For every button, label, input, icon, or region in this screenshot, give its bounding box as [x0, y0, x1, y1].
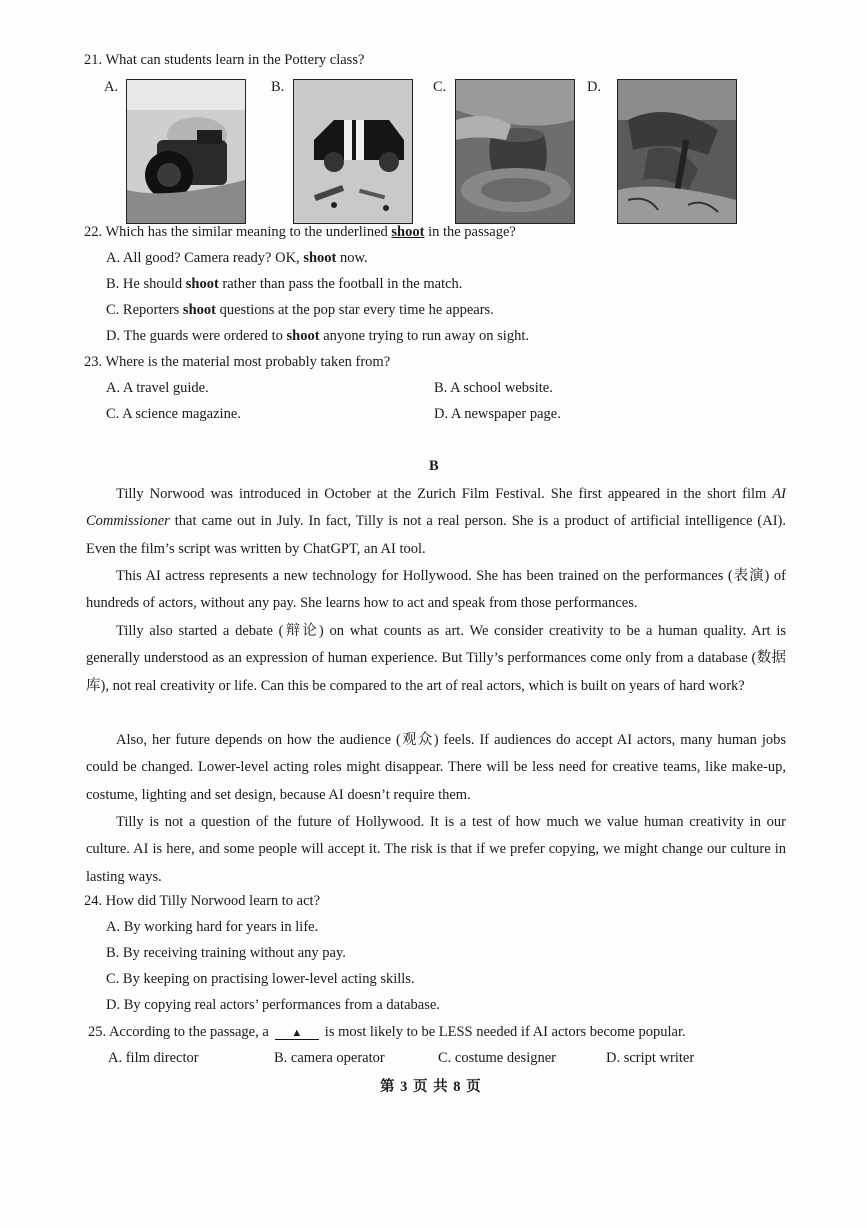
q23-option-b[interactable]: B. A school website.	[434, 380, 553, 396]
q23-option-d[interactable]: D. A newspaper page.	[434, 406, 561, 422]
q22-stem: 22. Which has the similar meaning to the underlined shoot in the passage?	[84, 224, 516, 240]
q24-option-b[interactable]: B. By receiving training without any pay.	[106, 945, 346, 961]
q21-label-b: B.	[271, 79, 285, 95]
q24-stem: 24. How did Tilly Norwood learn to act?	[84, 893, 321, 909]
q22-option-d[interactable]: D. The guards were ordered to shoot anyone trying to run away on sight.	[106, 328, 529, 344]
pottery-wheel-photo	[455, 79, 575, 224]
toy-car-model-photo	[293, 79, 413, 224]
passage-paragraph-3: Tilly also started a debate (辩论) on what counts as art. We consider creativity to be a human quality. Art is generally understood as an expression of human experience. But Tilly’s performances come only from a database (数据库), not real creativity or life. Can this be compared to the art of real actors, which is built on years of hard work?	[86, 623, 786, 694]
q25-option-d[interactable]: D. script writer	[606, 1050, 695, 1066]
q25-option-a[interactable]: A. film director	[108, 1050, 199, 1066]
q23-option-c[interactable]: C. A science magazine.	[106, 406, 241, 422]
passage-paragraph-2: This AI actress represents a new technology for Hollywood. She has been trained on the performances (表演) of hundreds of actors, without any pay. She learns how to act and speak from those performances.	[86, 568, 786, 612]
q23-stem: 23. Where is the material most probably taken from?	[84, 354, 391, 370]
q22-option-a[interactable]: A. All good? Camera ready? OK, shoot now.	[106, 250, 368, 266]
passage-paragraph-4: Also, her future depends on how the audience (观众) feels. If audiences do accept AI actors, many human jobs could be changed. Lower-level acting roles might disappear. There will be less need for creative teams, like make-up, costume, lighting and set design, because AI doesn’t require them.	[86, 732, 786, 803]
q22-option-c[interactable]: C. Reporters shoot questions at the pop star every time he appears.	[106, 302, 494, 318]
camera-photo	[126, 79, 246, 224]
section-heading: B	[429, 458, 439, 474]
q23-option-a[interactable]: A. A travel guide.	[106, 380, 209, 396]
q21-stem: 21. What can students learn in the Pottery class?	[84, 52, 365, 68]
q25-option-b[interactable]: B. camera operator	[274, 1050, 385, 1066]
answer-blank[interactable]: ▲	[275, 1027, 319, 1040]
wood-carving-photo	[617, 79, 737, 224]
q25-stem: 25. According to the passage, a ▲ is most likely to be LESS needed if AI actors become popular.	[88, 1024, 686, 1040]
q21-label-d: D.	[587, 79, 602, 95]
q21-label-c: C.	[433, 79, 447, 95]
q25-option-c[interactable]: C. costume designer	[438, 1050, 556, 1066]
passage-paragraph-5: Tilly is not a question of the future of Hollywood. It is a test of how much we value human creativity in our culture. AI is here, and some people will accept it. The risk is that if we prefer copying, we might change our culture in lasting ways.	[86, 814, 786, 885]
q22-option-b[interactable]: B. He should shoot rather than pass the football in the match.	[106, 276, 463, 292]
q21-label-a: A.	[104, 79, 119, 95]
q24-option-c[interactable]: C. By keeping on practising lower-level acting skills.	[106, 971, 415, 987]
q24-option-d[interactable]: D. By copying real actors’ performances from a database.	[106, 997, 440, 1013]
passage-paragraph-1: Tilly Norwood was introduced in October at the Zurich Film Festival. She first appeared in the short film AI Commissioner that came out in July. In fact, Tilly is not a real person. She is a product of artificial intelligence (AI). Even the film’s script was written by ChatGPT, an AI tool.	[86, 486, 786, 557]
page-number-footer: 第 3 页 共 8 页	[380, 1079, 482, 1095]
q24-option-a[interactable]: A. By working hard for years in life.	[106, 919, 319, 935]
